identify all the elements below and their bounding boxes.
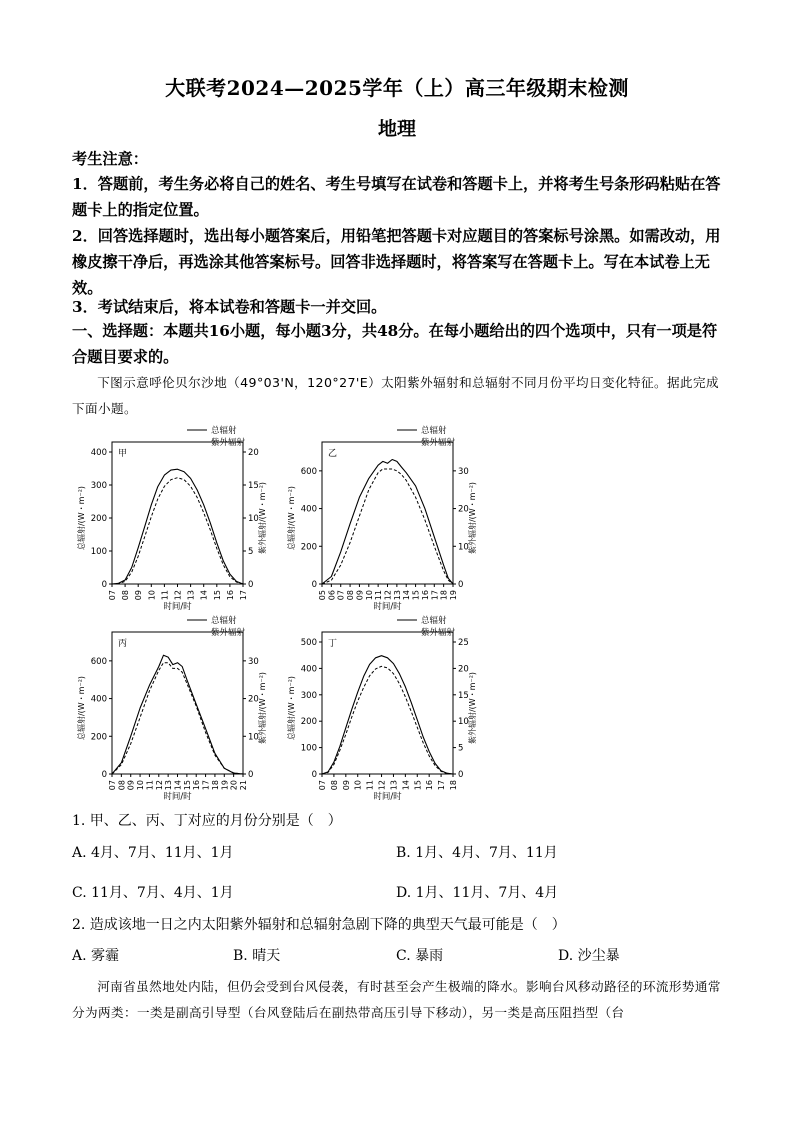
question-1-stem: 1. 甲、乙、丙、丁对应的月份分别是（ ） (72, 813, 342, 829)
plot-frame (322, 632, 453, 774)
series-total-radiation (322, 656, 453, 774)
x-tick-label: 10 (147, 590, 157, 601)
x-tick-label: 19 (449, 590, 458, 601)
q2-option-d[interactable]: D. 沙尘暴 (558, 948, 620, 964)
y-left-tick-label: 600 (90, 656, 107, 667)
q1-option-c[interactable]: C. 11月、7月、4月、1月 (72, 885, 234, 901)
legend-label-uv: 紫外辐射 (211, 438, 246, 448)
y-right-tick-label: 0 (248, 580, 254, 590)
panel-label: 丁 (328, 639, 338, 649)
x-tick-label: 21 (239, 780, 248, 791)
y-right-tick-label: 0 (248, 770, 254, 780)
y-left-tick-label: 400 (90, 448, 107, 458)
y-left-tick-label: 400 (300, 504, 317, 515)
x-tick-label: 16 (425, 780, 435, 791)
y-left-axis-label: 总辐射/(W・m⁻²) (287, 675, 296, 741)
y-right-tick-label: 30 (248, 656, 259, 667)
chart-panel-jia (76, 425, 267, 612)
intro-text: 下图示意呼伦贝尔沙地（49°03'N，120°27'E）太阳紫外辐射和总辐射不同月份平均日变化特征。据此完成下面小题。 (72, 375, 719, 416)
plot-frame (112, 632, 243, 774)
x-tick-label: 13 (164, 780, 174, 791)
y-right-tick-label: 15 (248, 481, 259, 491)
x-tick-label: 10 (353, 780, 363, 791)
q1-option-a[interactable]: A. 4月、7月、11月、1月 (72, 845, 234, 861)
y-left-tick-label: 0 (311, 770, 317, 780)
series-uv-radiation (322, 469, 453, 584)
series-uv-radiation (112, 663, 243, 774)
x-tick-label: 08 (346, 590, 356, 601)
x-tick-label: 15 (212, 590, 222, 601)
y-right-tick-label: 10 (458, 717, 469, 728)
x-tick-label: 20 (229, 780, 239, 791)
y-right-tick-label: 20 (458, 664, 469, 675)
y-left-tick-label: 0 (101, 770, 107, 780)
x-tick-label: 18 (210, 780, 220, 791)
q1-option-d[interactable]: D. 1月、11月、7月、4月 (396, 885, 559, 901)
radiation-figure (0, 420, 794, 810)
y-right-axis-label: 紫外辐射/(W・m⁻²) (258, 671, 267, 745)
notice-item-3: 3．考试结束后，将本试卷和答题卡一并交回。 (72, 298, 387, 316)
panel-label: 甲 (118, 449, 128, 459)
series-total-radiation (112, 655, 243, 774)
x-tick-label: 08 (121, 590, 131, 601)
y-right-tick-label: 10 (458, 542, 469, 553)
x-tick-label: 17 (201, 780, 211, 791)
x-tick-label: 09 (341, 780, 351, 791)
legend-label-total: 总辐射 (211, 426, 237, 436)
q2-option-c[interactable]: C. 暴雨 (396, 948, 444, 964)
x-tick-label: 17 (437, 780, 447, 791)
y-left-tick-label: 400 (90, 694, 107, 705)
y-right-tick-label: 15 (458, 690, 469, 701)
x-tick-label: 15 (411, 590, 421, 601)
y-left-tick-label: 200 (300, 542, 317, 553)
x-tick-label: 17 (430, 590, 440, 601)
notice-heading: 考生注意： (72, 150, 148, 168)
passage-2-text: 河南省虽然地处内陆，但仍会受到台风侵袭，有时甚至会产生极端的降水。影响台风移动路径的环流形势通常分为两类：一类是副高引导型（台风登陆后在副热带高压引导下移动），另一类是高压阻挡型（台 (72, 979, 721, 1020)
x-tick-label: 09 (355, 590, 365, 601)
x-tick-label: 10 (136, 780, 146, 791)
x-tick-label: 11 (145, 780, 155, 791)
x-tick-label: 07 (108, 590, 117, 601)
x-tick-label: 06 (327, 590, 337, 601)
x-tick-label: 14 (199, 590, 209, 601)
y-left-axis-label: 总辐射/(W・m⁻²) (287, 485, 296, 551)
y-right-tick-label: 20 (248, 694, 259, 705)
y-left-tick-label: 600 (300, 466, 317, 477)
x-tick-label: 17 (239, 590, 248, 601)
x-tick-label: 12 (377, 780, 387, 791)
question-2-stem: 2. 造成该地一日之内太阳紫外辐射和总辐射急剧下降的典型天气最可能是（ ） (72, 917, 566, 933)
notice-item-2: 2．回答选择题时，选出每小题答案后，用铅笔把答题卡对应题目的答案标号涂黑。如需改动，用橡皮擦干净后，再选涂其他答案标号。回答非选择题时，将答案写在答题卡上。写在本试卷上无效。 (72, 227, 721, 297)
y-left-tick-label: 0 (311, 580, 317, 590)
x-tick-label: 07 (108, 780, 117, 791)
series-total-radiation (322, 460, 453, 585)
x-tick-label: 16 (420, 590, 430, 601)
series-total-radiation (112, 469, 243, 584)
x-tick-label: 18 (449, 780, 458, 791)
x-tick-label: 14 (173, 780, 183, 791)
x-tick-label: 15 (182, 780, 192, 791)
q2-option-a[interactable]: A. 雾霾 (72, 948, 120, 964)
y-right-tick-label: 5 (458, 743, 464, 754)
y-right-tick-label: 25 (458, 638, 469, 648)
x-tick-label: 13 (392, 590, 402, 601)
x-tick-label: 05 (318, 590, 327, 601)
x-axis-label: 时间/时 (373, 792, 402, 802)
y-left-tick-label: 200 (90, 732, 107, 743)
x-tick-label: 07 (336, 590, 346, 601)
q1-option-b[interactable]: B. 1月、4月、7月、11月 (396, 845, 558, 861)
legend-label-total: 总辐射 (421, 616, 447, 626)
plot-frame (112, 442, 243, 584)
x-tick-label: 12 (173, 590, 183, 601)
x-tick-label: 10 (364, 590, 374, 601)
y-left-tick-label: 100 (300, 743, 317, 754)
chart-panel-ding (286, 615, 477, 802)
panel-label: 乙 (328, 449, 338, 459)
y-right-tick-label: 10 (248, 732, 259, 743)
y-left-tick-label: 0 (101, 580, 107, 590)
x-tick-label: 16 (192, 780, 202, 791)
y-right-tick-label: 0 (458, 580, 464, 590)
x-tick-label: 14 (402, 590, 412, 601)
x-tick-label: 13 (186, 590, 196, 601)
x-tick-label: 12 (383, 590, 393, 601)
x-tick-label: 16 (225, 590, 235, 601)
legend-label-total: 总辐射 (211, 616, 237, 626)
y-left-tick-label: 400 (300, 664, 317, 675)
x-tick-label: 14 (401, 780, 411, 791)
chart-panel-yi (286, 425, 477, 612)
exam-title: 大联考2024—2025学年（上）高三年级期末检测 (165, 76, 629, 100)
legend-label-uv: 紫外辐射 (421, 628, 456, 638)
x-tick-label: 13 (389, 780, 399, 791)
y-left-tick-label: 500 (300, 638, 317, 648)
y-right-tick-label: 30 (458, 466, 469, 477)
x-axis-label: 时间/时 (163, 792, 192, 802)
x-axis-label: 时间/时 (373, 602, 402, 612)
x-tick-label: 18 (439, 590, 449, 601)
y-left-tick-label: 300 (90, 481, 107, 491)
q2-option-b[interactable]: B. 晴天 (233, 948, 281, 964)
legend-label-total: 总辐射 (421, 426, 447, 436)
series-uv-radiation (322, 666, 453, 774)
x-tick-label: 11 (374, 590, 384, 601)
y-right-tick-label: 20 (458, 504, 469, 515)
x-tick-label: 11 (365, 780, 375, 791)
y-left-axis-label: 总辐射/(W・m⁻²) (77, 675, 86, 741)
section-heading: 一、选择题：本题共16小题，每小题3分，共48分。在每小题给出的四个选项中，只有一项是符合题目要求的。 (72, 322, 718, 366)
x-tick-label: 08 (117, 780, 127, 791)
x-tick-label: 07 (318, 780, 327, 791)
legend-label-uv: 紫外辐射 (211, 628, 246, 638)
x-tick-label: 11 (160, 590, 170, 601)
y-left-tick-label: 200 (90, 514, 107, 524)
chart-panel-bing (76, 615, 267, 802)
y-right-tick-label: 10 (248, 514, 259, 524)
x-tick-label: 09 (126, 780, 136, 791)
y-right-axis-label: 紫外辐射/(W・m⁻²) (258, 481, 267, 555)
subject-title: 地理 (377, 118, 416, 140)
x-tick-label: 15 (413, 780, 423, 791)
x-tick-label: 09 (134, 590, 144, 601)
x-tick-label: 12 (154, 780, 164, 791)
notice-item-1: 1．答题前，考生务必将自己的姓名、考生号填写在试卷和答题卡上，并将考生号条形码粘贴在答题卡上的指定位置。 (72, 175, 721, 219)
y-right-axis-label: 紫外辐射/(W・m⁻²) (468, 671, 477, 745)
y-left-axis-label: 总辐射/(W・m⁻²) (77, 485, 86, 551)
x-tick-label: 08 (329, 780, 339, 791)
x-axis-label: 时间/时 (163, 602, 192, 612)
y-right-tick-label: 5 (248, 547, 254, 557)
y-left-tick-label: 200 (300, 717, 317, 728)
y-left-tick-label: 300 (300, 690, 317, 701)
legend-label-uv: 紫外辐射 (421, 438, 456, 448)
y-right-tick-label: 20 (248, 448, 259, 458)
y-left-tick-label: 100 (90, 547, 107, 557)
y-right-axis-label: 紫外辐射/(W・m⁻²) (468, 481, 477, 555)
y-right-tick-label: 0 (458, 770, 464, 780)
x-tick-label: 19 (220, 780, 230, 791)
panel-label: 丙 (118, 639, 128, 649)
